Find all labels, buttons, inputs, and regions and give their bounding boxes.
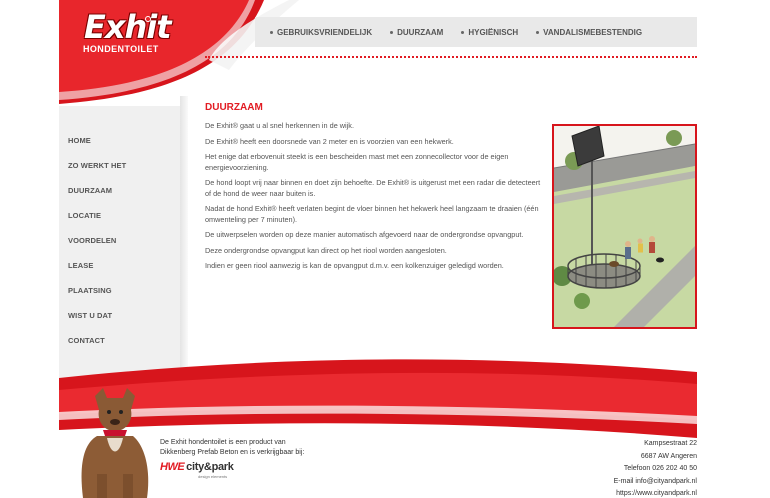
bullet-icon bbox=[390, 31, 393, 34]
sidebar-item-plaatsing[interactable]: PLAATSING bbox=[68, 286, 112, 295]
paragraph: De Exhit® gaat u al snel herkennen in de wijk. bbox=[205, 121, 354, 130]
top-nav bbox=[255, 17, 697, 47]
sidebar-item-home[interactable]: HOME bbox=[68, 136, 91, 145]
sidebar-item-wist-u-dat[interactable]: WIST U DAT bbox=[68, 311, 113, 320]
website-link[interactable]: https://www.cityandpark.nl bbox=[616, 490, 697, 497]
paragraph: Het enige dat erbovenuit steekt is een bescheiden mast met een zonnecollector voor de eigen energievoorziening. bbox=[205, 152, 509, 172]
sidebar-item-contact[interactable]: CONTACT bbox=[68, 336, 105, 345]
address: Kampsestraat 22 bbox=[644, 440, 697, 447]
paragraph: Deze ondergrondse opvangput kan direct op het riool worden aangesloten. bbox=[205, 245, 447, 255]
sidebar-item-lease[interactable]: LEASE bbox=[68, 261, 94, 270]
partner-logo[interactable] bbox=[160, 461, 234, 479]
topnav-item-gebruiksvriendelijk[interactable] bbox=[270, 28, 372, 37]
page-title: DUURZAAM bbox=[205, 102, 263, 113]
footer-about-line: De Exhit hondentoilet is een product van bbox=[160, 439, 286, 446]
paragraph: De hond loopt vrij naar binnen en doet zijn behoefte. De Exhit® is uitgerust met een radar die detecteert of de hond de weer naar buiten is. bbox=[205, 178, 541, 198]
logo-subtitle: HONDENTOILET bbox=[83, 44, 159, 54]
topnav-item-duurzaam[interactable] bbox=[390, 28, 443, 37]
topnav-label: HYGIËNISCH bbox=[468, 27, 519, 37]
main-content bbox=[205, 102, 545, 277]
bullet-icon bbox=[536, 31, 539, 34]
logo[interactable]: Exhit bbox=[84, 8, 171, 46]
bullet-icon bbox=[461, 31, 464, 34]
sidebar-item-voordelen[interactable]: VOORDELEN bbox=[68, 236, 117, 245]
dog-image bbox=[73, 386, 158, 498]
postcode: 6687 AW Angeren bbox=[640, 452, 697, 460]
sidebar-item-locatie[interactable]: LOCATIE bbox=[68, 211, 102, 220]
sidebar-item-duurzaam[interactable]: DUURZAAM bbox=[68, 186, 113, 195]
paragraph: Indien er geen riool aanwezig is kan de opvangput d.m.v. een kolkenzuiger geledigd worden. bbox=[205, 261, 504, 270]
registered-icon bbox=[145, 16, 151, 22]
exhit-illustration bbox=[552, 124, 697, 329]
partner-logo-subtitle: design elements bbox=[198, 474, 228, 479]
email-link[interactable]: E-mail info@cityandpark.nl bbox=[613, 477, 697, 485]
partner-logo-hwe: HWE bbox=[160, 461, 185, 473]
sidebar-nav bbox=[68, 128, 183, 353]
partner-logo-cityandpark: city&park bbox=[186, 461, 234, 473]
footer-about bbox=[160, 438, 304, 458]
topnav-label: GEBRUIKSVRIENDELIJK bbox=[277, 27, 373, 37]
paragraph: De uitwerpselen worden op deze manier automatisch afgevoerd naar de ondergrondse opvangput. bbox=[205, 230, 524, 239]
footer-about-line: Dikkenberg Prefab Beton en is verkrijgbaar bij: bbox=[160, 449, 305, 456]
paragraph: De Exhit® heeft een doorsnede van 2 meter en is voorzien van een hekwerk. bbox=[205, 136, 454, 146]
sidebar-item-zo-werkt-het[interactable]: ZO WERKT HET bbox=[68, 161, 127, 170]
topnav-label: DUURZAAM bbox=[397, 27, 444, 37]
dotted-divider bbox=[205, 56, 697, 58]
phone: Telefoon 026 202 40 50 bbox=[623, 465, 697, 472]
paragraph: Nadat de hond Exhit® heeft verlaten begint de vloer binnen het hekwerk heel langzaam te draaien (één omwenteling per 7 minuten). bbox=[205, 204, 539, 224]
topnav-item-vandalismebestendig[interactable] bbox=[536, 28, 642, 37]
topnav-item-hygienisch[interactable] bbox=[461, 28, 518, 37]
bullet-icon bbox=[270, 31, 273, 34]
footer-contact bbox=[614, 438, 697, 498]
topnav-label: VANDALISMEBESTENDIG bbox=[543, 27, 643, 37]
